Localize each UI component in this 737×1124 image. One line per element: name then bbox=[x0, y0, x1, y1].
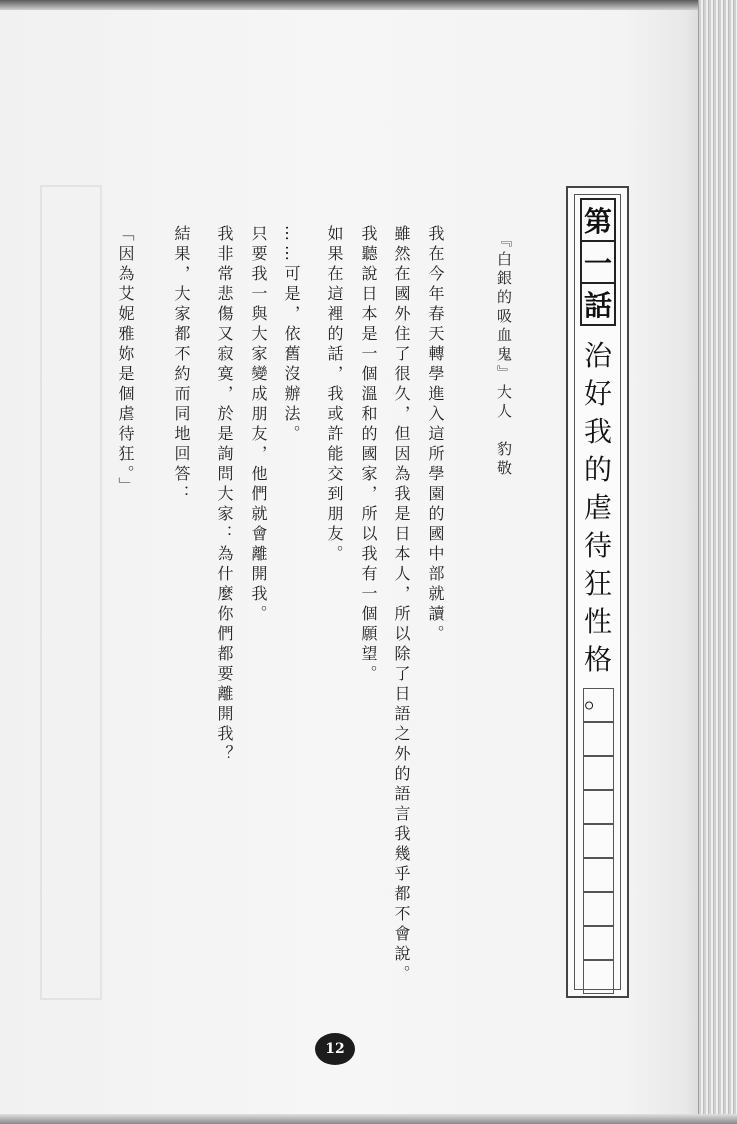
body-text-column: 如果在這裡的話，我或許能交到朋友。 bbox=[325, 225, 344, 565]
chapter-label-char: 一 bbox=[580, 240, 616, 284]
body-text-column: 我聽說日本是一個溫和的國家，所以我有一個願望。 bbox=[359, 225, 378, 685]
body-text-column: 只要我一與大家變成朋友，他們就會離開我。 bbox=[249, 225, 268, 625]
chapter-title-char: 待 bbox=[583, 528, 612, 562]
body-text-column: 結果，大家都不約而同地回答： bbox=[172, 225, 191, 505]
manuscript-grid-cell bbox=[583, 688, 614, 722]
chapter-label-char: 話 bbox=[580, 282, 616, 326]
manuscript-grid-cell bbox=[583, 926, 614, 960]
manuscript-grid-cell bbox=[583, 722, 614, 756]
chapter-title-char: 治 bbox=[583, 338, 612, 372]
body-text-column: 我非常悲傷又寂寞，於是詢問大家：為什麼你們都要離開我？ bbox=[215, 225, 234, 765]
chapter-title-box bbox=[566, 186, 629, 998]
chapter-title-char: 。 bbox=[583, 680, 612, 714]
page-number-badge: 12 bbox=[315, 1033, 355, 1065]
page-top-edge bbox=[0, 0, 737, 10]
attribution-line: 『白銀的吸血鬼』大人 豹敬 bbox=[495, 232, 513, 479]
chapter-label-char: 第 bbox=[580, 198, 616, 242]
manuscript-grid-cell bbox=[583, 790, 614, 824]
bleed-through-shadow bbox=[40, 185, 102, 1000]
chapter-title-char: 好 bbox=[583, 376, 612, 410]
page-bottom-edge bbox=[0, 1114, 737, 1124]
chapter-title-char: 格 bbox=[583, 642, 612, 676]
body-text-column: 雖然在國外住了很久，但因為我是日本人，所以除了日語之外的語言我幾乎都不會說。 bbox=[392, 225, 411, 985]
chapter-title-char: 狂 bbox=[583, 566, 612, 600]
manuscript-grid-cell bbox=[583, 858, 614, 892]
body-text-column: 我在今年春天轉學進入這所學園的國中部就讀。 bbox=[426, 225, 445, 645]
book-spine bbox=[698, 0, 737, 1124]
chapter-title-char: 的 bbox=[583, 452, 612, 486]
body-text-column: ……可是，依舊沒辦法。 bbox=[282, 225, 301, 445]
manuscript-grid-cell bbox=[583, 824, 614, 858]
chapter-title-char: 性 bbox=[583, 604, 612, 638]
manuscript-grid-cell bbox=[583, 756, 614, 790]
body-text-column: 「因為艾妮雅妳是個虐待狂。」 bbox=[116, 225, 135, 497]
manuscript-grid-cell bbox=[583, 892, 614, 926]
chapter-title-char: 虐 bbox=[583, 490, 612, 524]
manuscript-grid-cell bbox=[583, 960, 614, 994]
chapter-title-char: 我 bbox=[583, 414, 612, 448]
